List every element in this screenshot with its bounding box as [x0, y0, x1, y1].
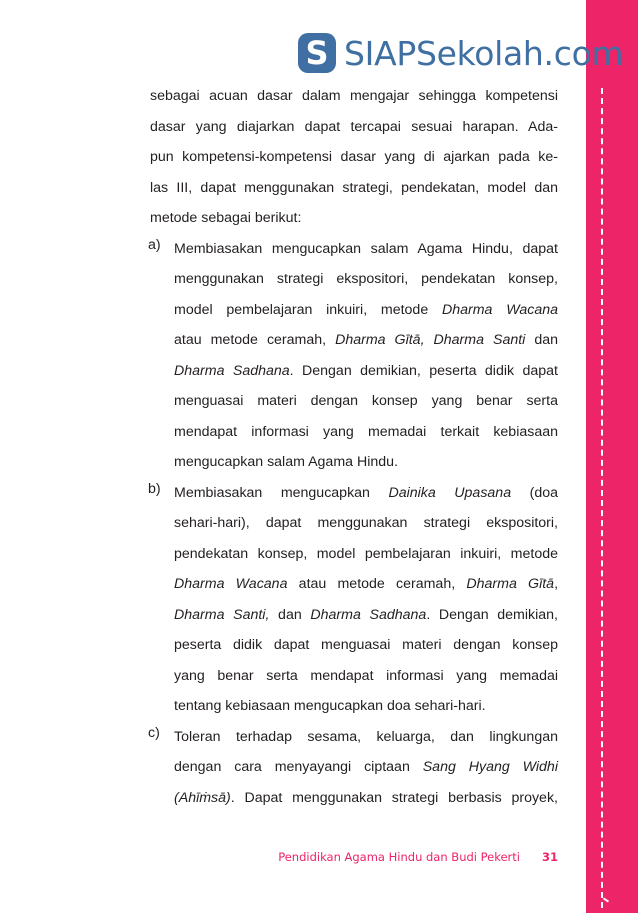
paragraph-line: sebagai acuan dasar dalam mengajar sehingga kompetensi: [150, 88, 558, 104]
list-line: [150, 755, 558, 786]
list-line: sehari-hari), dapat menggunakan strategi ekspositori,: [174, 515, 558, 531]
list-line: mengucapkan salam Agama Hindu.: [174, 454, 398, 470]
watermark-text: SIAPSekolah.com: [344, 33, 624, 73]
italic-term: Dharma Wacana: [441, 301, 558, 318]
list-marker: c): [148, 724, 160, 741]
italic-term: Dharma Sadhana: [174, 362, 290, 379]
list-item-c: [150, 725, 558, 817]
text-span: dengan cara menyayangi ciptaan: [174, 759, 423, 775]
text-span: atau metode ceramah,: [287, 576, 467, 592]
list-line: Membiasakan mengucapkan salam Agama Hindu, dapat: [174, 240, 558, 257]
paragraph-line: las III, dapat menggunakan strategi, pendekatan, model dan: [150, 179, 558, 196]
footer-title: Pendidikan Agama Hindu dan Budi Pekerti: [278, 850, 520, 864]
page-body: [150, 84, 558, 816]
text-span: model pembelajaran inkuiri, metode: [174, 301, 442, 318]
italic-term: (Ahīṁsā): [174, 789, 231, 806]
text-span: dan: [269, 606, 311, 623]
text-span: . Dapat menggunakan strategi berbasis proyek,: [230, 789, 558, 806]
text-span: Membiasakan mengucapkan: [174, 484, 389, 501]
list-marker: a): [148, 236, 161, 253]
italic-term: Dharma Gītā, Dharma Santi: [335, 332, 526, 348]
list-line: tentang kebiasaan mengucapkan doa sehari-hari.: [174, 698, 486, 714]
list-line: [150, 603, 558, 634]
italic-term: Sang Hyang Widhi: [422, 759, 558, 775]
list-line: [150, 359, 558, 390]
paragraph-line: pun kompetensi-kompetensi dasar yang di ajarkan pada ke-: [150, 149, 558, 165]
text-span: atau metode ceramah,: [174, 332, 336, 348]
list-line: [150, 786, 558, 817]
list-line: [150, 481, 558, 512]
text-span: . Dengan demikian,: [426, 606, 558, 623]
page-number: 31: [541, 850, 558, 864]
italic-term: Dharma Wacana: [174, 576, 288, 592]
side-dashed-line: [601, 88, 603, 908]
list-item-a: [150, 237, 558, 481]
watermark-logo: [298, 31, 623, 75]
list-line: [150, 572, 558, 603]
italic-term: Dharma Sadhana: [310, 606, 427, 623]
italic-term: Dharma Gītā: [466, 576, 555, 592]
list-line: mendapat informasi yang memadai terkait kebiasaan: [174, 423, 558, 440]
watermark-badge-icon: S: [298, 33, 336, 73]
list-line: pendekatan konsep, model pembelajaran inkuiri, metode: [174, 545, 558, 562]
italic-term: Dainika Upasana: [388, 484, 512, 501]
list-line: yang benar serta mendapat informasi yang memadai: [174, 667, 558, 684]
list-line: menguasai materi dengan konsep yang benar serta: [174, 393, 558, 409]
italic-term: Dharma Santi,: [174, 606, 270, 623]
list-line: Toleran terhadap sesama, keluarga, dan lingkungan: [174, 728, 558, 745]
text-span: (doa: [511, 484, 558, 501]
text-span: ,: [554, 576, 559, 592]
list-line: peserta didik dapat menguasai materi dengan konsep: [174, 637, 558, 653]
list-line: [150, 298, 558, 329]
text-span: dan: [525, 332, 559, 348]
paragraph-line: dasar yang diajarkan dapat tercapai sesuai harapan. Ada-: [150, 118, 558, 135]
page-footer: [278, 850, 558, 870]
side-decoration-band: [586, 0, 638, 913]
list-line: menggunakan strategi ekspositori, pendekatan konsep,: [174, 271, 558, 287]
list-marker: b): [148, 480, 161, 497]
list-line: [150, 328, 558, 359]
text-span: . Dengan demikian, peserta didik dapat: [289, 362, 558, 379]
list-item-b: [150, 481, 558, 725]
paragraph-line: metode sebagai berikut:: [150, 210, 302, 226]
